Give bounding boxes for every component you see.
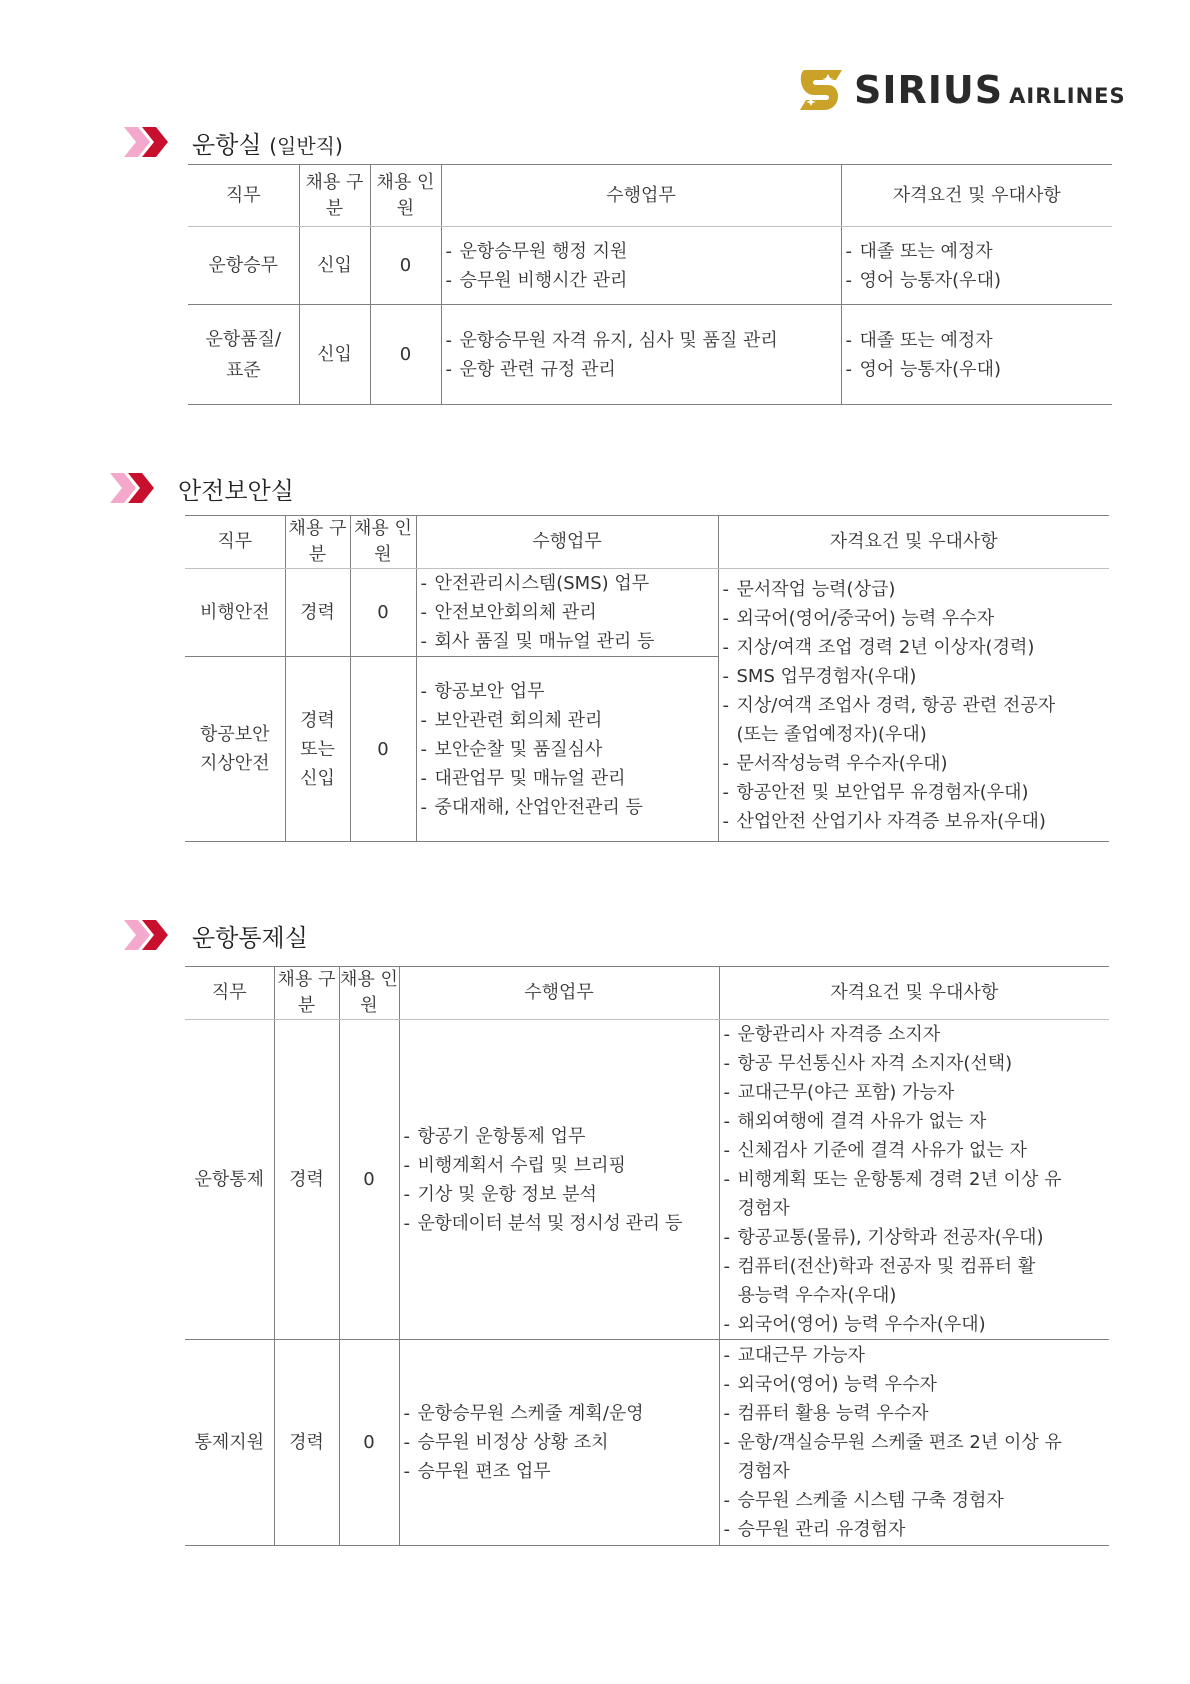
job-cell: 운항승무 <box>188 227 299 305</box>
safety-security-table <box>185 515 1109 842</box>
list-item: - 운항관리사 자격증 소지자 <box>724 1020 1110 1049</box>
section-safety-security <box>108 468 294 508</box>
list-item: - 외국어(영어/중국어) 능력 우수자 <box>723 604 1110 633</box>
list-item: - 대관업무 및 매뉴얼 관리 <box>421 764 718 793</box>
double-chevron-icon <box>122 918 176 952</box>
section-title-text: 안전보안실 <box>178 476 294 505</box>
qual-cell-shared <box>718 569 1109 842</box>
list-item: - 중대재해, 산업안전관리 등 <box>421 793 718 822</box>
table-row <box>188 305 1112 405</box>
list-item: - 운항승무원 스케줄 계획/운영 <box>404 1399 719 1428</box>
list-item: - 항공안전 및 보안업무 유경험자(우대) <box>723 778 1110 807</box>
job-cell: 비행안전 <box>185 569 285 657</box>
duties-cell <box>441 227 841 305</box>
list-item: - 항공기 운항통제 업무 <box>404 1122 719 1151</box>
list-item: - 컴퓨터 활용 능력 우수자 <box>724 1399 1110 1428</box>
sirius-star-logo-icon <box>798 68 846 112</box>
type-cell: 신입 <box>299 305 370 405</box>
duties-cell <box>416 657 718 842</box>
job-line: 항공보안 <box>199 724 270 745</box>
list-item: - 운항승무원 자격 유지, 심사 및 품질 관리 <box>446 326 841 355</box>
list-item: - 비행계획 또는 운항통제 경력 2년 이상 유경험자 <box>724 1165 1078 1223</box>
qual-cell <box>841 227 1112 305</box>
header-duties: 수행업무 <box>416 516 718 569</box>
header-type: 채용 구분 <box>274 967 339 1020</box>
list-item: - 안전관리시스템(SMS) 업무 <box>421 569 718 598</box>
type-cell: 신입 <box>299 227 370 305</box>
section-subtitle: (일반직) <box>269 133 343 158</box>
list-item: - 문서작업 능력(상급) <box>723 575 1110 604</box>
header-qual: 자격요건 및 우대사항 <box>841 165 1112 227</box>
qual-cell <box>719 1340 1109 1546</box>
job-cell: 통제지원 <box>185 1340 274 1546</box>
list-item: - 지상/여객 조업 경력 2년 이상자(경력) <box>723 633 1110 662</box>
header-type: 채용 구분 <box>285 516 350 569</box>
table-row <box>185 569 1109 657</box>
job-cell <box>188 305 299 405</box>
list-item: - 기상 및 운항 정보 분석 <box>404 1180 719 1209</box>
header-count: 채용 인원 <box>370 165 441 227</box>
list-item: - 항공보안 업무 <box>421 677 718 706</box>
header-job: 직무 <box>188 165 299 227</box>
list-item: - 대졸 또는 예정자 <box>846 237 1113 266</box>
list-item: - 외국어(영어) 능력 우수자 <box>724 1370 1110 1399</box>
count-cell: 0 <box>339 1340 399 1546</box>
section-title <box>108 468 294 508</box>
header-qual: 자격요건 및 우대사항 <box>719 967 1109 1020</box>
list-item: - 컴퓨터(전산)학과 전공자 및 컴퓨터 활용능력 우수자(우대) <box>724 1252 1048 1310</box>
list-item: - 항공교통(물류), 기상학과 전공자(우대) <box>724 1223 1110 1252</box>
section-flight-operations <box>122 122 343 162</box>
duties-cell <box>399 1340 719 1546</box>
flight-operations-table <box>188 164 1112 405</box>
header-count: 채용 인원 <box>339 967 399 1020</box>
logo-sirius-text: SIRIUS <box>854 68 1004 112</box>
job-line: 운항품질/ <box>205 328 282 350</box>
type-cell <box>285 657 350 842</box>
list-item: - 대졸 또는 예정자 <box>846 326 1113 355</box>
list-item: - 안전보안회의체 관리 <box>421 598 718 627</box>
section-title <box>122 122 343 162</box>
list-item: - 산업안전 산업기사 자격증 보유자(우대) <box>723 807 1110 836</box>
duties-cell <box>441 305 841 405</box>
list-item: - 승무원 비행시간 관리 <box>446 266 841 295</box>
list-item: - 승무원 편조 업무 <box>404 1457 719 1486</box>
list-item: - 영어 능통자(우대) <box>846 355 1113 384</box>
list-item: - 교대근무(야근 포함) 가능자 <box>724 1078 1110 1107</box>
list-item: - 외국어(영어) 능력 우수자(우대) <box>724 1310 1110 1339</box>
list-item: - 보안순찰 및 품질심사 <box>421 735 718 764</box>
double-chevron-icon <box>122 125 176 159</box>
logo-airlines-text: AIRLINES <box>1009 84 1126 108</box>
table-row <box>185 1020 1109 1340</box>
list-item: - 보안관련 회의체 관리 <box>421 706 718 735</box>
type-line: 또는 <box>300 738 335 760</box>
list-item: - 비행계획서 수립 및 브리핑 <box>404 1151 719 1180</box>
list-item: - 신체검사 기준에 결격 사유가 없는 자 <box>724 1136 1110 1165</box>
list-item: - 승무원 관리 유경험자 <box>724 1515 1110 1544</box>
count-cell: 0 <box>370 305 441 405</box>
header-duties: 수행업무 <box>441 165 841 227</box>
sirius-airlines-logo <box>798 66 1126 114</box>
table-row <box>188 227 1112 305</box>
list-item: - 해외여행에 결격 사유가 없는 자 <box>724 1107 1110 1136</box>
type-cell: 경력 <box>285 569 350 657</box>
header-duties: 수행업무 <box>399 967 719 1020</box>
duties-cell <box>416 569 718 657</box>
count-cell: 0 <box>339 1020 399 1340</box>
operations-control-table <box>185 966 1109 1546</box>
type-line: 경력 <box>300 709 335 731</box>
count-cell: 0 <box>350 657 416 842</box>
list-item: - 운항데이터 분석 및 정시성 관리 등 <box>404 1209 719 1238</box>
section-operations-control <box>122 915 308 955</box>
list-item: - 문서작성능력 우수자(우대) <box>723 749 1110 778</box>
double-chevron-icon <box>108 471 162 505</box>
type-cell: 경력 <box>274 1340 339 1546</box>
header-type: 채용 구분 <box>299 165 370 227</box>
section-title-text: 운항실 <box>192 130 262 159</box>
header-qual: 자격요건 및 우대사항 <box>718 516 1109 569</box>
count-cell: 0 <box>350 569 416 657</box>
type-line: 신입 <box>300 767 335 789</box>
qual-cell <box>719 1020 1109 1340</box>
type-cell: 경력 <box>274 1020 339 1340</box>
list-item: - 운항/객실승무원 스케줄 편조 2년 이상 유경험자 <box>724 1428 1078 1486</box>
header-job: 직무 <box>185 967 274 1020</box>
table-row <box>185 1340 1109 1546</box>
section-title-text: 운항통제실 <box>192 923 308 952</box>
list-item: - 교대근무 가능자 <box>724 1341 1110 1370</box>
job-line: 표준 <box>225 359 261 381</box>
header-count: 채용 인원 <box>350 516 416 569</box>
list-item: - 영어 능통자(우대) <box>846 266 1113 295</box>
duties-cell <box>399 1020 719 1340</box>
count-cell: 0 <box>370 227 441 305</box>
qual-cell <box>841 305 1112 405</box>
job-cell: 운항통제 <box>185 1020 274 1340</box>
list-item: - 회사 품질 및 매뉴얼 관리 등 <box>421 627 718 656</box>
list-item: - 운항승무원 행정 지원 <box>446 237 841 266</box>
list-item: - 운항 관련 규정 관리 <box>446 355 841 384</box>
list-item: - 항공 무선통신사 자격 소지자(선택) <box>724 1049 1110 1078</box>
list-item: - 승무원 비정상 상황 조치 <box>404 1428 719 1457</box>
list-item: - SMS 업무경험자(우대) <box>723 662 1110 691</box>
section-title <box>122 915 308 955</box>
header-job: 직무 <box>185 516 285 569</box>
list-item: - 지상/여객 조업사 경력, 항공 관련 전공자 (또는 졸업예정자)(우대) <box>723 691 1077 749</box>
job-cell <box>185 657 285 842</box>
list-item: - 승무원 스케줄 시스템 구축 경험자 <box>724 1486 1110 1515</box>
job-line: 지상안전 <box>199 753 270 774</box>
